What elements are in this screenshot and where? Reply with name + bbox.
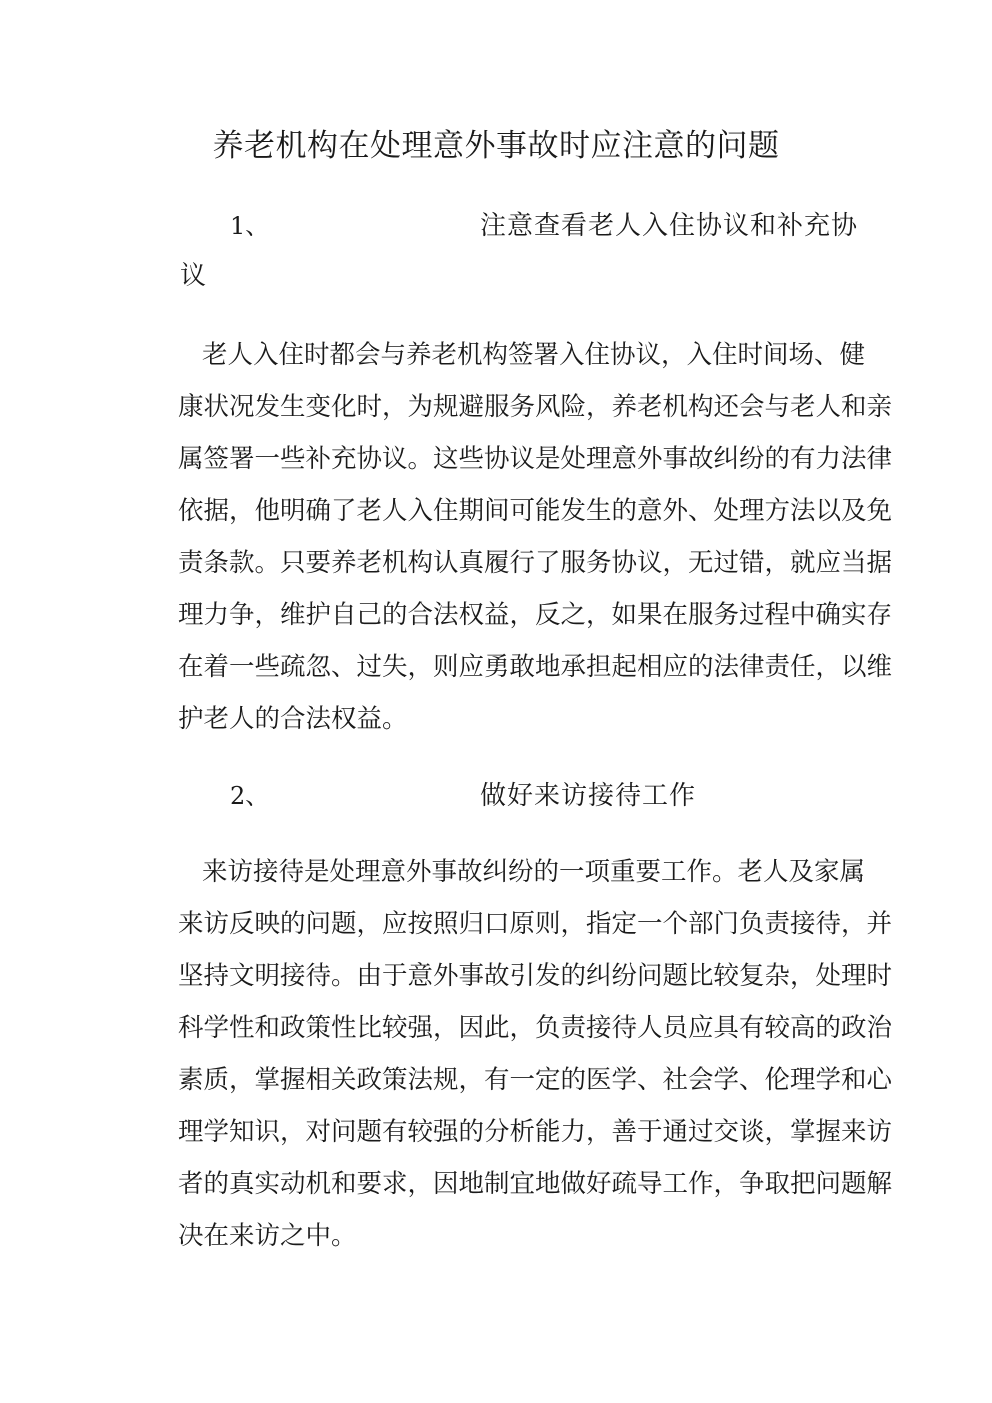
paragraph-line: 坚持文明接待。由于意外事故引发的纠纷问题比较复杂，处理时 <box>178 961 893 991</box>
paragraph-line: 在着一些疏忽、过失，则应勇敢地承担起相应的法律责任，以维 <box>178 652 893 682</box>
paragraph-line: 老人入住时都会与养老机构签署入住协议，入住时间场、健 <box>202 340 866 370</box>
paragraph-line: 科学性和政策性比较强，因此，负责接待人员应具有较高的政治 <box>178 1013 893 1043</box>
section-2-number: 2、 <box>230 782 270 810</box>
section-1-number: 1、 <box>230 212 270 240</box>
paragraph-line: 康状况发生变化时，为规避服务风险，养老机构还会与老人和亲 <box>178 392 893 422</box>
section-2-paragraph <box>178 846 893 1262</box>
section-1-heading-text: 注意查看老人入住协议和补充协 <box>480 211 859 241</box>
paragraph-line: 责条款。只要养老机构认真履行了服务协议，无过错，就应当据 <box>178 548 893 578</box>
paragraph-line: 素质，掌握相关政策法规，有一定的医学、社会学、伦理学和心 <box>178 1065 893 1095</box>
section-1-heading-continued: 议 <box>180 261 207 291</box>
paragraph-line: 来访反映的问题，应按照归口原则，指定一个部门负责接待，并 <box>178 909 893 939</box>
paragraph-line: 理学知识，对问题有较强的分析能力，善于通过交谈，掌握来访 <box>178 1117 893 1147</box>
paragraph-line: 护老人的合法权益。 <box>178 704 408 734</box>
paragraph-line: 者的真实动机和要求，因地制宜地做好疏导工作，争取把问题解 <box>178 1169 893 1199</box>
document-title: 养老机构在处理意外事故时应注意的问题 <box>212 128 780 164</box>
paragraph-line: 决在来访之中。 <box>178 1221 357 1251</box>
paragraph-line: 理力争，维护自己的合法权益，反之，如果在服务过程中确实存 <box>178 600 893 630</box>
section-2-heading-text: 做好来访接待工作 <box>480 781 697 811</box>
paragraph-line: 依据，他明确了老人入住期间可能发生的意外、处理方法以及免 <box>178 496 893 526</box>
paragraph-line: 属签署一些补充协议。这些协议是处理意外事故纠纷的有力法律 <box>178 444 893 474</box>
section-1-paragraph <box>178 329 893 745</box>
paragraph-line: 来访接待是处理意外事故纠纷的一项重要工作。老人及家属 <box>202 857 866 887</box>
